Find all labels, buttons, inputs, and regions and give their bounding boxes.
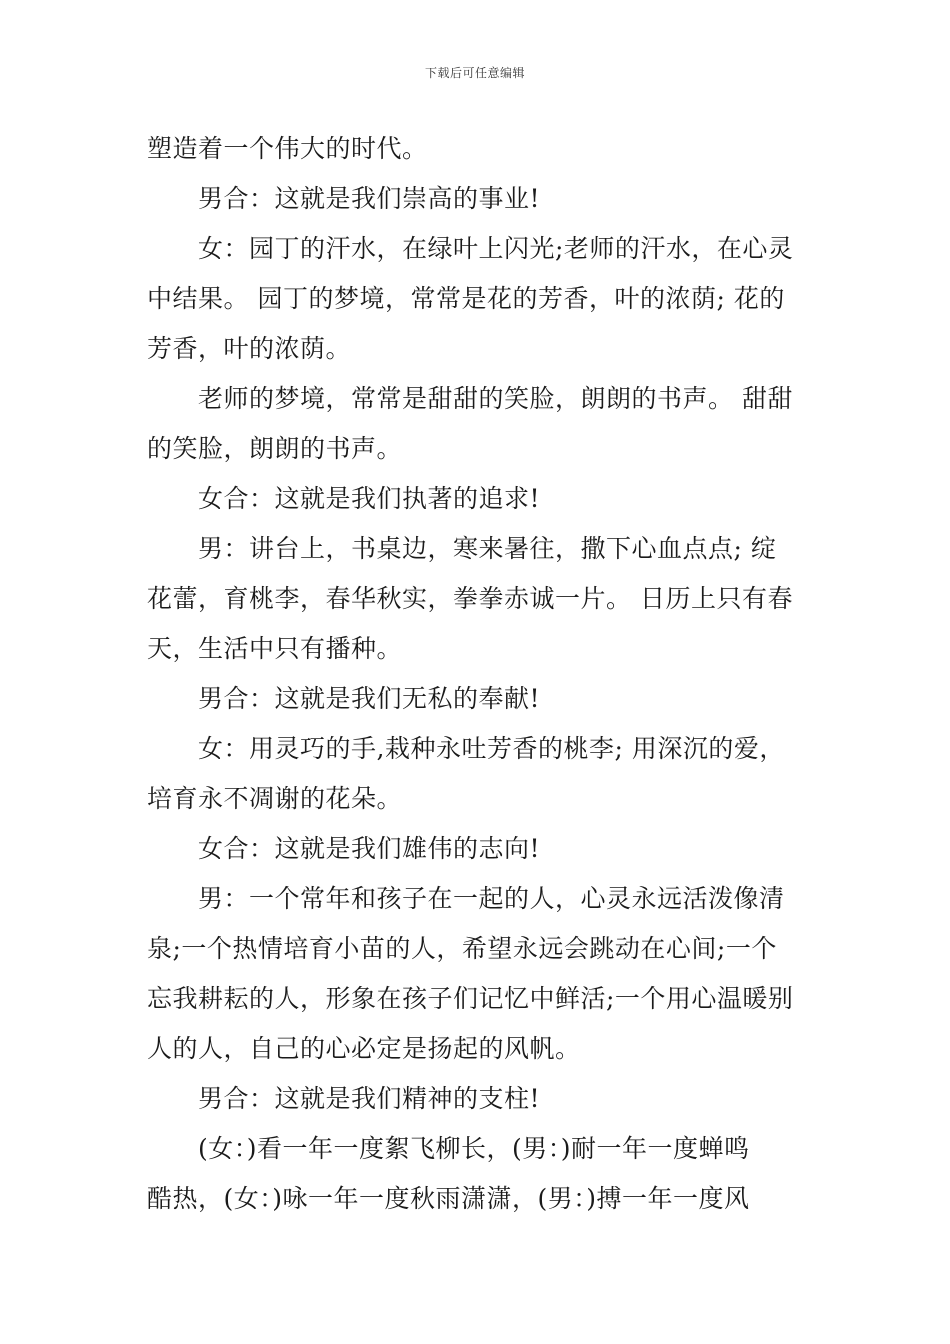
text-line: 男：一个常年和孩子在一起的人，心灵永远活泼像清 [198,884,785,913]
text-line: 男合：这就是我们崇高的事业! [198,184,541,213]
text-line: 老师的梦境，常常是甜甜的笑脸，朗朗的书声。 甜甜 [198,384,793,413]
text-line: 中结果。 园丁的梦境，常常是花的芳香，叶的浓荫; 花的 [147,284,785,313]
document-body [147,124,812,1224]
text-line: 女合：这就是我们雄伟的志向! [198,834,541,863]
text-line: 天，生活中只有播种。 [147,634,403,663]
text-line: 忘我耕耘的人，形象在孩子们记忆中鲜活;一个用心温暖别 [147,984,794,1013]
text-line: (女：)看一年一度絮飞柳长，(男：)耐一年一度蝉鸣 [198,1134,750,1163]
text-line: 塑造着一个伟大的时代。 [147,134,428,163]
text-line: 的笑脸，朗朗的书声。 [147,434,403,463]
text-line: 女合：这就是我们执著的追求! [198,484,541,513]
text-line: 女：园丁的汗水，在绿叶上闪光;老师的汗水，在心灵 [198,234,794,263]
text-line: 女：用灵巧的手,栽种永吐芳香的桃李; 用深沉的爱， [198,734,785,763]
text-line: 花蕾，育桃李，春华秋实，拳拳赤诚一片。 日历上只有春 [147,584,793,613]
text-line: 男合：这就是我们无私的奉献! [198,684,541,713]
text-line: 男合：这就是我们精神的支柱! [198,1084,541,1113]
text-line: 培育永不凋谢的花朵。 [147,784,403,813]
page-header: 下载后可任意编辑 [424,66,525,80]
text-line: 泉;一个热情培育小苗的人，希望永远会跳动在心间;一个 [147,934,777,963]
text-line: 芳香，叶的浓荫。 [147,334,352,363]
text-line: 男：讲台上，书桌边，寒来暑往，撒下心血点点; 绽 [198,534,777,563]
text-line: 酷热，(女：)咏一年一度秋雨潇潇，(男：)搏一年一度风 [147,1184,750,1213]
text-line: 人的人，自己的心必定是扬起的风帆。 [147,1034,581,1063]
